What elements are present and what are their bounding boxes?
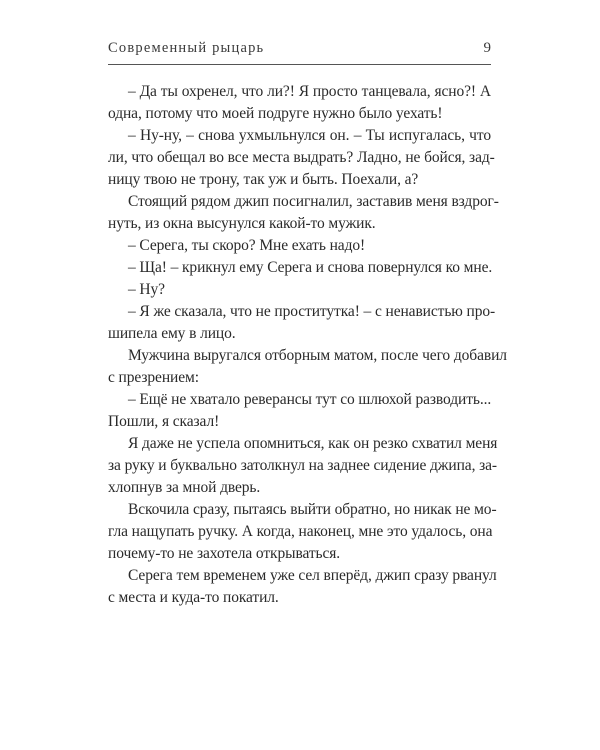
text-line: Я даже не успела опомниться, как он резко схватил меня	[128, 435, 498, 452]
text-line: – Я же сказала, что не проститутка! – с ненавистью про-	[128, 303, 496, 320]
text-line: – Ну-ну, – снова ухмыльнулся он. – Ты испугалась, что	[128, 127, 491, 144]
text-line: – Ну?	[128, 281, 165, 298]
text-line: Мужчина выругался отборным матом, после чего добавил	[128, 347, 507, 364]
text-line: Пошли, я сказал!	[108, 413, 220, 430]
text-line: почему-то не захотела открываться.	[108, 545, 341, 562]
text-line: – Серега, ты скоро? Мне ехать надо!	[128, 237, 366, 254]
text-line: хлопнув за мной дверь.	[108, 479, 261, 496]
text-line: – Да ты охренел, что ли?! Я просто танцевала, ясно?! А	[128, 83, 491, 100]
text-line: ницу твою не трону, так уж и быть. Поехали, а?	[108, 171, 419, 188]
text-line: шипела ему в лицо.	[108, 325, 236, 342]
text-line: Серега тем временем уже сел вперёд, джип сразу рванул	[128, 567, 497, 584]
text-line: Вскочила сразу, пытаясь выйти обратно, но никак не мо-	[128, 501, 497, 518]
text-line: с презрением:	[108, 369, 199, 386]
text-line: Стоящий рядом джип посигналил, заставив меня вздрог-	[128, 193, 499, 210]
running-title: Современный рыцарь	[108, 40, 265, 56]
page-body	[108, 81, 507, 609]
running-header	[108, 38, 491, 65]
text-line: ли, что обещал во все места выдрать? Ладно, не бойся, зад-	[108, 149, 495, 166]
text-line: одна, потому что моей подруге нужно было уехать!	[108, 105, 443, 122]
page-number: 9	[483, 40, 491, 56]
text-line: за руку и буквально затолкнул на заднее сидение джипа, за-	[108, 457, 497, 474]
text-line: – Ща! – крикнул ему Серега и снова повернулся ко мне.	[128, 259, 493, 276]
text-line: гла нащупать ручку. А когда, наконец, мне это удалось, она	[108, 523, 493, 540]
text-line: с места и куда-то покатил.	[108, 589, 279, 606]
text-line: нуть, из окна высунулся какой-то мужик.	[108, 215, 376, 232]
text-line: – Ещё не хватало реверансы тут со шлюхой разводить...	[128, 391, 492, 408]
